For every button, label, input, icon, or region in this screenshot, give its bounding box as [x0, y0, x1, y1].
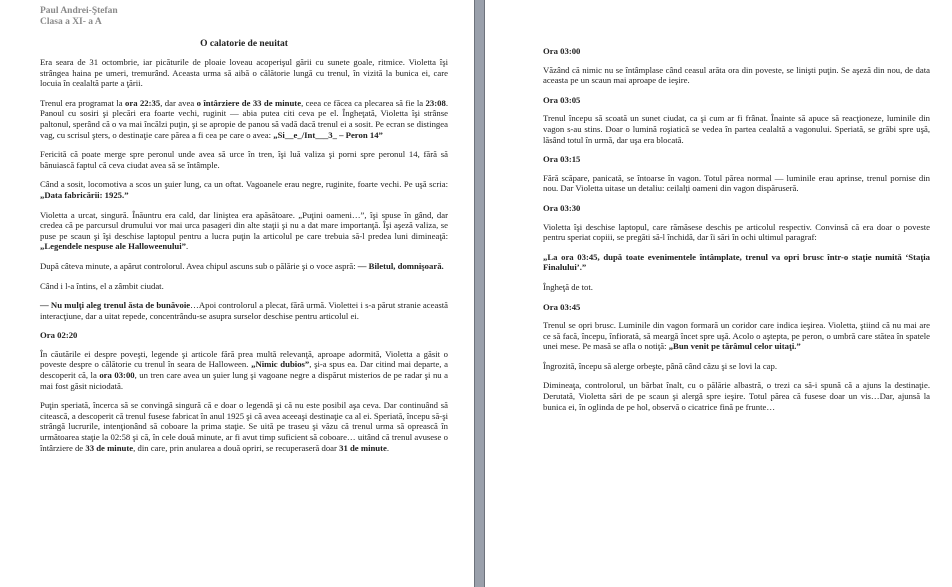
paragraph: Trenul se opri brusc. Luminile din vagon formară un coridor care indica ieşirea. Violetta, ştiind că nu mai are ce să facă, începu, înfiorată, să meargă încet spre uşă. Acolo o aştepta, pe peron, o umbră care stătea în spatele unei mese. Pe masă se afla o notiţă: „Bun venit pe tărâmul celor uitaţi.”	[543, 320, 930, 352]
document-page-right	[485, 0, 952, 587]
paragraph: Când a sosit, locomotiva a scos un şuier lung, ca un oftat. Vagoanele erau negre, ruginite, foarte vechi. Pe uşă scria: „Data fabricării: 1925.”	[40, 179, 448, 200]
story-title: O calatorie de neuitat	[200, 39, 288, 49]
paragraph: Era seara de 31 octombrie, iar picăturile de ploaie loveau acoperişul gării cu sunete goale, ritmice. Violetta îşi strângea haina pe umeri, tremurând. Aceasta urma să aibă o călătorie lungă cu trenul, în vizită la bunica ei, care locuia în cealaltă parte a ţării.	[40, 57, 448, 89]
section-heading: Ora 03:45	[543, 301, 581, 312]
paragraph: Văzând că nimic nu se întâmplase când ceasul arăta ora din poveste, se linişti puţin. Se aşeză din nou, de data aceasta pe un scaun mai aproape de ieşire.	[543, 64, 930, 86]
author-name: Paul Andrei-Ştefan	[40, 6, 118, 16]
paragraph-bold-quote: „La ora 03:45, după toate evenimentele întâmplate, trenul va opri brusc într-o staţie numită ‘Staţia Finalului’.”	[543, 251, 930, 273]
paragraph: Violetta îşi deschise laptopul, care rămăsese deschis pe articolul respectiv. Convinsă că era doar o poveste pentru speriat copiii, se pregăti să-l închidă, dar îi sări în ochi ultimul paragraf:	[543, 221, 930, 243]
paragraph: Trenul începu să scoată un sunet ciudat, ca şi cum ar fi frânat. Înainte să apuce să reacţioneze, luminile din vagon s-au stins. Doar o lumină roşiatică se vedea în partea cealaltă a vagonului. Speriată, se grăbi spre uşă, lăsând totul în urmă, dar uşa era blocată.	[543, 113, 930, 145]
paragraph: În căutările ei despre poveşti, legende şi articole fără prea multă relevanţă, aproape adormită, Violetta a găsit o poveste despre o călătorie cu trenul în seara de Halloween. „Nimic dubios”, şi-a spus ea. Dar citind mai departe, a descoperit că, la ora 03:00, un tren care avea un şuier lung şi vagoane negre a dispărut misterios de pe radar şi nu a mai fost găsit niciodată.	[40, 348, 448, 391]
page-separator	[474, 0, 485, 587]
paragraph: Fericită că poate merge spre peronul unde avea să urce în tren, îşi luă valiza şi porni spre peronul 14, fără să bănuiască faptul că ceva ciudat avea să se întâmple.	[40, 149, 448, 170]
paragraph: — Nu mulţi aleg trenul ăsta de bunăvoie…Apoi controlorul a plecat, fără urmă. Violettei i s-a părut stranie această interacţiune, dar a uitat repede, concentrându-se asupra surselor deschise pentru articolul ei.	[40, 300, 448, 321]
section-heading: Ora 03:30	[543, 202, 581, 213]
section-heading: Ora 03:00	[543, 46, 581, 56]
paragraph: Fără scăpare, panicată, se întoarse în vagon. Totul părea normal — luminile erau aprinse, trenul pornise din nou. Dar Violetta uitase un detaliu: ceilalţi oameni din vagon dispăruseră.	[543, 172, 930, 194]
paragraph: Dimineaţa, controlorul, un bărbat înalt, cu o pălărie albastră, o trezi ca să-i spună că a ajuns la destinaţie. Derutată, Violetta sări de pe scaun şi alergă spre ieşire. Totul părea că fusese doar un vis…Dar, ajunsă la bunica ei, în oglinda de pe hol, observă o cicatrice fină pe frunte…	[543, 380, 930, 412]
section-heading: Ora 02:20	[40, 330, 78, 341]
section-heading: Ora 03:05	[543, 94, 581, 105]
document-page-left	[0, 0, 474, 587]
paragraph: Trenul era programat la ora 22:35, dar avea o întârziere de 33 de minute, ceea ce făcea ca plecarea să fie la 23:08. Panoul cu sosiri şi plecări era foarte vechi, ruginit — abia putea citi ceva pe el. Îngheţată, Violetta îşi strânse paltonul, sperând că o va mai încălzi puţin, şi se apropie de panou să vadă dacă trenul ei a sosit. Pe ecran se distingea vag, cu scrisul şters, o destinaţie care părea a fi cea pe care o avea: „Si__e_/Int___3_ – Peron 14”	[40, 97, 448, 140]
author-class: Clasa a XI- a A	[40, 17, 102, 27]
paragraph: Puţin speriată, încerca să se convingă singură că e doar o legendă şi că nu este posibil aşa ceva. Dar continuând să citească, a descoperit că trenul fusese fabricat în anul 1925 şi că avea aceeaşi destinaţie ca al ei. Speriată, începu să-şi strângă lucrurile, intenţionând să coboare la prima staţie. Se uită pe traseu şi văzu că trenul urma să oprească în următoarea staţie la 02:58 şi că, în cele două minute, ar fi avut timp suficient să coboare… uitând că trenul avusese o întârziere de 33 de minute, din care, prin anularea a două opriri, se recuperaseră doar 31 de minute.	[40, 400, 448, 453]
paragraph: După câteva minute, a apărut controlorul. Avea chipul ascuns sub o pălărie şi o voce aspră: — Biletul, domnişoară.	[40, 260, 444, 271]
paragraph: Când i l-a întins, el a zâmbit ciudat.	[40, 280, 164, 291]
paragraph: Îngheţă de tot.	[543, 281, 593, 292]
section-heading: Ora 03:15	[543, 154, 581, 165]
paragraph: Îngrozită, începu să alerge orbeşte, până când căzu şi se lovi la cap.	[543, 360, 778, 371]
paragraph: Violetta a urcat, singură. Înăuntru era cald, dar liniştea era apăsătoare. „Puţini oameni…”, îşi spuse în gând, dar credea că pe parcursul drumului vor mai urca pasageri din alte staţii şi nu a dat mare importanţă. Îşi aşeză valiza, se puse pe scaun şi îşi deschise laptopul pentru a lucra puţin la articolul pe care trebuia să-l predea luni dimineaţă: „Legendele nespuse ale Halloweenului”.	[40, 209, 448, 252]
